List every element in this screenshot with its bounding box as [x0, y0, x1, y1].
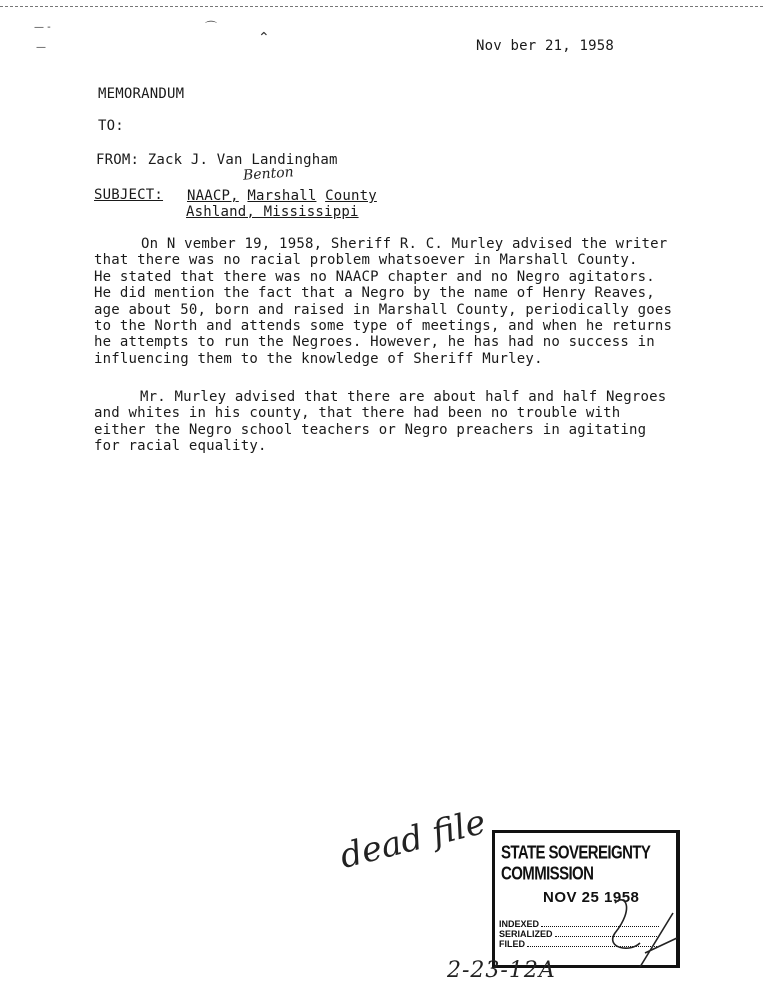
scan-mark: ⌒	[205, 20, 218, 34]
handwritten-file-number: 2-23-12A	[447, 958, 556, 983]
memo-date: Nov ber 21, 1958	[476, 38, 615, 54]
body-line: He did mention the fact that a Negro by the name of Henry Reaves,	[94, 285, 655, 302]
body-line: for racial equality.	[94, 438, 267, 455]
stamp-initials-scribble	[585, 893, 680, 967]
from-line: FROM: Zack J. Van Landingham	[96, 152, 338, 168]
stamp-date: NOV 25 1958	[543, 889, 640, 906]
subject-label: SUBJECT:	[94, 187, 164, 203]
subject-line-1	[187, 188, 377, 204]
to-label: TO:	[98, 118, 124, 134]
handwritten-dead-file: dead file	[336, 802, 490, 877]
scan-mark: —	[36, 42, 46, 53]
body-line: He stated that there was no NAACP chapter and no Negro agitators.	[94, 268, 655, 285]
stamp-serialized-label: SERIALIZED	[499, 929, 553, 939]
body-line: he attempts to run the Negroes. However, he has had no success in	[94, 334, 655, 351]
body-line: influencing them to the knowledge of Sheriff Murley.	[94, 350, 543, 367]
body-line: and whites in his county, that there had been no trouble with	[94, 405, 621, 422]
body-line: age about 50, born and raised in Marshall County, periodically goes	[94, 301, 673, 318]
top-edge-line	[0, 0, 763, 7]
body-paragraph-1	[94, 236, 714, 367]
body-line: either the Negro school teachers or Negro preachers in agitating	[94, 421, 647, 438]
sovereignty-commission-stamp	[492, 830, 680, 968]
body-line: to the North and attends some type of meetings, and when he returns	[94, 318, 673, 335]
body-paragraph-2	[94, 389, 714, 455]
subject-naacp: NAACP,	[187, 188, 239, 204]
stamp-filed-label: FILED	[499, 939, 525, 949]
stamp-title: STATE SOVEREIGNTY COMMISSION	[501, 842, 650, 885]
subject-struck-county: Marshall	[247, 188, 317, 204]
stamp-indexed-label: INDEXED	[499, 919, 540, 929]
memo-heading: MEMORANDUM	[98, 86, 185, 102]
scan-mark: — -	[34, 22, 51, 33]
handwritten-benton: Benton	[242, 164, 295, 184]
body-line: On N vember 19, 1958, Sheriff R. C. Murley advised the writer	[141, 236, 668, 252]
body-line: that there was no racial problem whatsoever in Marshall County.	[94, 252, 638, 269]
subject-line-2: Ashland, Mississippi	[186, 204, 359, 220]
subject-county: County	[325, 188, 377, 204]
scan-mark: ⌃	[258, 30, 270, 46]
body-line: Mr. Murley advised that there are about half and half Negroes	[140, 389, 667, 405]
